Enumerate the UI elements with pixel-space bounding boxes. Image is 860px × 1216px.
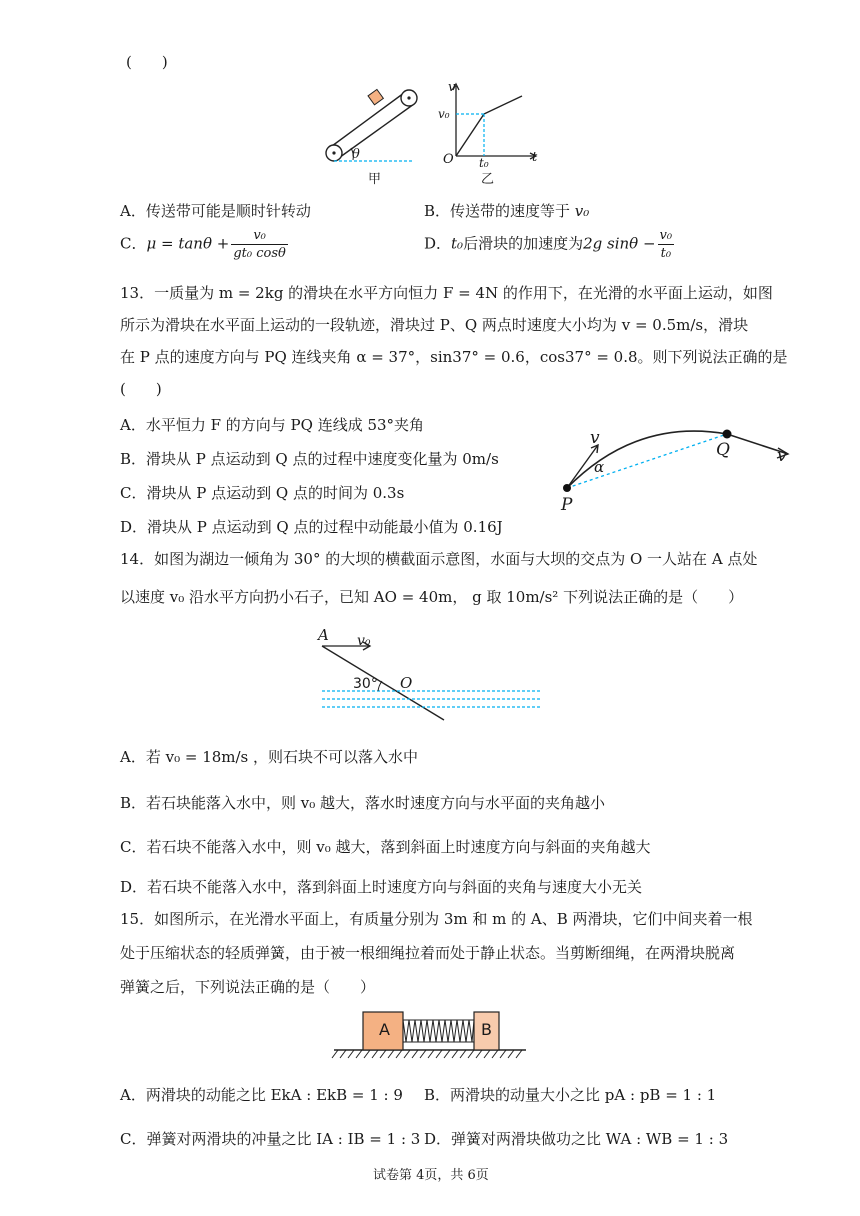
q12-graph-origin: O [443,152,454,167]
q14-fig-A-label: A [318,626,329,644]
q13-fig-v2-label: v [777,446,787,466]
q14-stem-line1: 14．如图为湖边一倾角为 30° 的大坝的横截面示意图，水面与大坝的交点为 O 一人站在 A 点处 [120,550,758,568]
q12-fig-yi-label: 乙 [481,172,495,187]
q13-option-c: C．滑块从 P 点运动到 Q 点的时间为 0.3s [120,484,405,502]
q12-theta-label: θ [352,147,360,162]
q13-fig-Q-label: Q [716,440,730,460]
q15-figure-blocks-spring [330,1008,530,1060]
q15-option-d: D．弹簧对两滑块做功之比 WA : WB = 1 : 3 [424,1130,729,1148]
q12-answer-paren: ( ) [126,53,168,71]
q14-fig-v0-label: v₀ [357,633,371,649]
q15-stem-line3: 弹簧之后，下列说法正确的是（ ） [120,978,376,996]
q12-graph-t0-tick: t₀ [479,156,489,170]
q15-option-b: B．两滑块的动量大小之比 pA : pB = 1 : 1 [424,1086,717,1104]
q14-option-c: C．若石块不能落入水中，则 v₀ 越大，落到斜面上时速度方向与斜面的夹角越大 [120,838,651,856]
q15-option-c: C．弹簧对两滑块的冲量之比 IA : IB = 1 : 3 [120,1130,421,1148]
q15-stem-line2: 处于压缩状态的轻质弹簧，由于被一根细绳拉着而处于静止状态。当剪断细绳，在两滑块脱离 [120,944,736,962]
q15-stem-line1: 15．如图所示，在光滑水平面上，有质量分别为 3m 和 m 的 A、B 两滑块，它们中间夹着一根 [120,910,753,928]
q13-option-b: B．滑块从 P 点运动到 Q 点的过程中速度变化量为 0m/s [120,450,499,468]
q14-fig-angle-label: 30° [353,676,378,692]
q13-stem-line1: 13．一质量为 m = 2kg 的滑块在水平方向恒力 F = 4N 的作用下，在光滑的水平面上运动，如图 [120,284,773,302]
q13-stem-line2: 所示为滑块在水平面上运动的一段轨迹，滑块过 P、Q 两点时速度大小均为 v = 0.5m/s，滑块 [120,316,749,334]
q13-answer-paren: ( ) [120,380,162,398]
q13-fig-v-label: v [590,428,600,448]
q14-figure-dam [316,636,548,726]
q12-graph-v0-tick: v₀ [438,107,450,121]
q12-graph-t-axis: t [532,150,538,165]
q12-option-b: B．传送带的速度等于 v₀ [424,202,590,220]
q14-option-a: A．若 v₀ = 18m/s ，则石块不可以落入水中 [120,748,419,766]
q13-option-a: A．水平恒力 F 的方向与 PQ 连线成 53°夹角 [120,416,425,434]
q13-fig-P-label: P [561,495,573,515]
q15-fig-A-label: A [379,1020,390,1039]
q14-stem-line2: 以速度 v₀ 沿水平方向扔小石子，已知 AO = 40m， g 取 10m/s² 下列说法正确的是（ ） [120,588,744,606]
q13-stem-line3: 在 P 点的速度方向与 PQ 连线夹角 α = 37°，sin37° = 0.6，cos37° = 0.8。则下列说法正确的是 [120,348,788,366]
page-footer: 试卷第 4页，共 6页 [373,1168,489,1183]
q15-fig-B-label: B [481,1020,492,1039]
q12-graph-v-axis: v [448,80,456,95]
q13-option-d: D．滑块从 P 点运动到 Q 点的过程中动能最小值为 0.16J [120,518,503,536]
q12-option-d: D．t₀后滑块的加速度为2g sinθ − $\frac{\text{v₀}}{\text{t₀}}$ [424,228,673,261]
q12-option-a: A．传送带可能是顺时针转动 [120,202,311,220]
q14-fig-O-label: O [400,674,413,692]
q14-option-d: D．若石块不能落入水中，落到斜面上时速度方向与斜面的夹角与速度大小无关 [120,878,643,896]
q12-option-c: C．μ = tanθ + $\frac{\text{v₀}}{\text{gt₀ cosθ}}$ [120,228,286,261]
q14-option-b: B．若石块能落入水中，则 v₀ 越大，落水时速度方向与水平面的夹角越小 [120,794,606,812]
q15-option-a: A．两滑块的动能之比 EkA : EkB = 1 : 9 [120,1086,403,1104]
q13-fig-alpha-label: α [594,458,605,476]
q12-fig-jia-label: 甲 [368,172,382,187]
